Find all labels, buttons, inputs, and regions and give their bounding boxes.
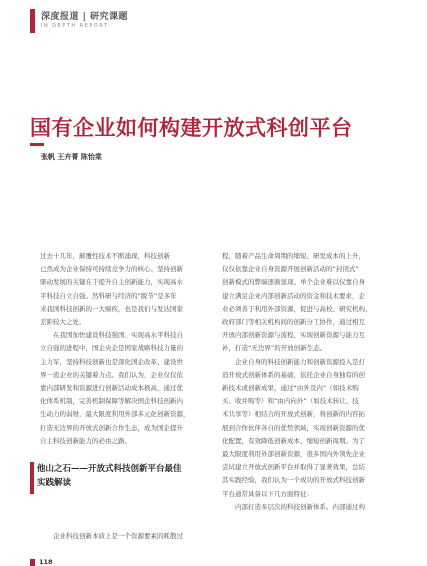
header-accent-bar xyxy=(30,9,35,33)
subhead-line: 他山之石——开放式科技创新平台最佳 xyxy=(37,464,182,474)
paragraph-line: 驱动发展的关键在于提升自主创新能力，实现高水 xyxy=(40,278,183,287)
paragraph-line: 自主科技创新能力的必由之路。 xyxy=(40,436,131,445)
paragraph-line: 内部打造多层次的科技创新体系。内部通过构 xyxy=(235,502,365,511)
paragraph-line: 化配置，有效降低创新成本、缩短创新周期。为了 xyxy=(222,436,365,445)
paragraph-line: 开放内部创新资源与流程，实现创新资源与能力互 xyxy=(222,331,365,340)
paragraph-line: 业必须善于利用外部资源，促进与高校、研究机构、 xyxy=(222,304,372,313)
header-section-label: 深度报道 | 研究课题 xyxy=(41,12,129,22)
paragraph-line: 其实践经验，我们认为一个成功的开放式科技创新 xyxy=(222,476,365,485)
subhead-line: 实践解读 xyxy=(37,478,72,488)
paragraph-line: 打造无边界的开放式创新合作生态，成为国企提升 xyxy=(40,423,183,432)
paragraph-line: 程，随着产品生命周期的缩短、研发成本的上升， xyxy=(222,252,365,260)
paragraph-line: 造开放式创新体系的基础，依托企业自身独有的创 xyxy=(222,370,365,379)
article-title: 国有企业如何构建开放式科创平台 xyxy=(30,115,353,140)
paragraph-line: 已然成为企业保持可持续竞争力的核心。坚持创新 xyxy=(40,265,183,274)
paragraph-line: 生动力的弱财，最大限度利用外部多元化创新资源， xyxy=(40,410,190,419)
paragraph-line: 来我国科技创新的一大痼疾，也是我们与发达国家 xyxy=(40,304,183,313)
paragraph-line: 化体系机制，完善机制保障等解决国企科技创新内 xyxy=(40,397,183,406)
page-number: 118 xyxy=(39,558,53,566)
paragraph-line: 过去十几年，颠覆性技术不断涌现，科技创新 xyxy=(40,252,170,260)
subhead-text xyxy=(37,462,182,490)
paragraph-line: 平科技自立自强。然科研与经济的“脱节”是多年 xyxy=(40,291,177,300)
paragraph-line: 平台通常具备以下几方面特征： xyxy=(222,489,313,498)
paragraph-line: 建立满足企业内部创新活动的资金和技术要求，企 xyxy=(222,291,365,300)
title-rule xyxy=(30,143,44,146)
paragraph-line: 创新模式的弊端逐渐显现。单个企业难以仅靠自身 xyxy=(222,278,365,287)
paragraph-line: 主力军，坚持科技创新也是深化国企改革、建设世 xyxy=(40,357,183,366)
left-lower-column xyxy=(40,530,215,543)
paragraph-line: 最大限度利用外部创新资源，很多国内外领先企业 xyxy=(222,450,365,459)
paragraph-line: 企业自身的科技创新能力和创新资源投入是打 xyxy=(235,357,365,366)
subhead-accent-bar xyxy=(30,462,34,494)
page-marker xyxy=(30,559,35,566)
paragraph-line: 政府部门等相关机构间的创新分工协作，通过相互 xyxy=(222,318,365,327)
paragraph-line: 差距较大之处。 xyxy=(40,318,86,327)
paragraph-line: 补，打造“无边界”的开放创新生态。 xyxy=(222,344,327,353)
paragraph-line: 仅仅依靠企业自身资源开展创新活动的“封闭式” xyxy=(222,265,359,274)
paragraph-line: 术共享等）相结合的开放式创新，将创新的内容拓 xyxy=(222,410,365,419)
left-column xyxy=(40,250,215,448)
paragraph-line: 立自强的进程中，国企央企是国家战略科技力量的 xyxy=(40,344,183,353)
paragraph-line: 尝试建立开放式创新平台并取得了显著效果，总结 xyxy=(222,463,365,472)
paragraph-line: 新技术或创新成果，通过“由外及内”（如技术购 xyxy=(222,384,359,393)
right-column xyxy=(222,250,400,514)
article-authors: 张帆 王卉菁 陈怡棠 xyxy=(41,153,102,161)
header-subtitle: IN DEPTH REPORT xyxy=(41,23,109,29)
paragraph-line: 企业科技创新本质上是一个资源要素的耗散过 xyxy=(53,532,183,540)
paragraph-line: 在我国加快建设科技强国、实现高水平科技自 xyxy=(53,331,183,340)
paragraph-line: 展到合作伙伴各自的优势领域，实现创新资源的优 xyxy=(222,423,365,432)
paragraph-line: 靠内部研发和资源进行创新活动成本极高，通过优 xyxy=(40,384,183,393)
paragraph-line: 界一流企业的关键着力点。我们认为，企业仅仅依 xyxy=(40,370,183,379)
paragraph-line: 买、收并购等）和“由内向外”（如技术转让、技 xyxy=(222,397,359,406)
